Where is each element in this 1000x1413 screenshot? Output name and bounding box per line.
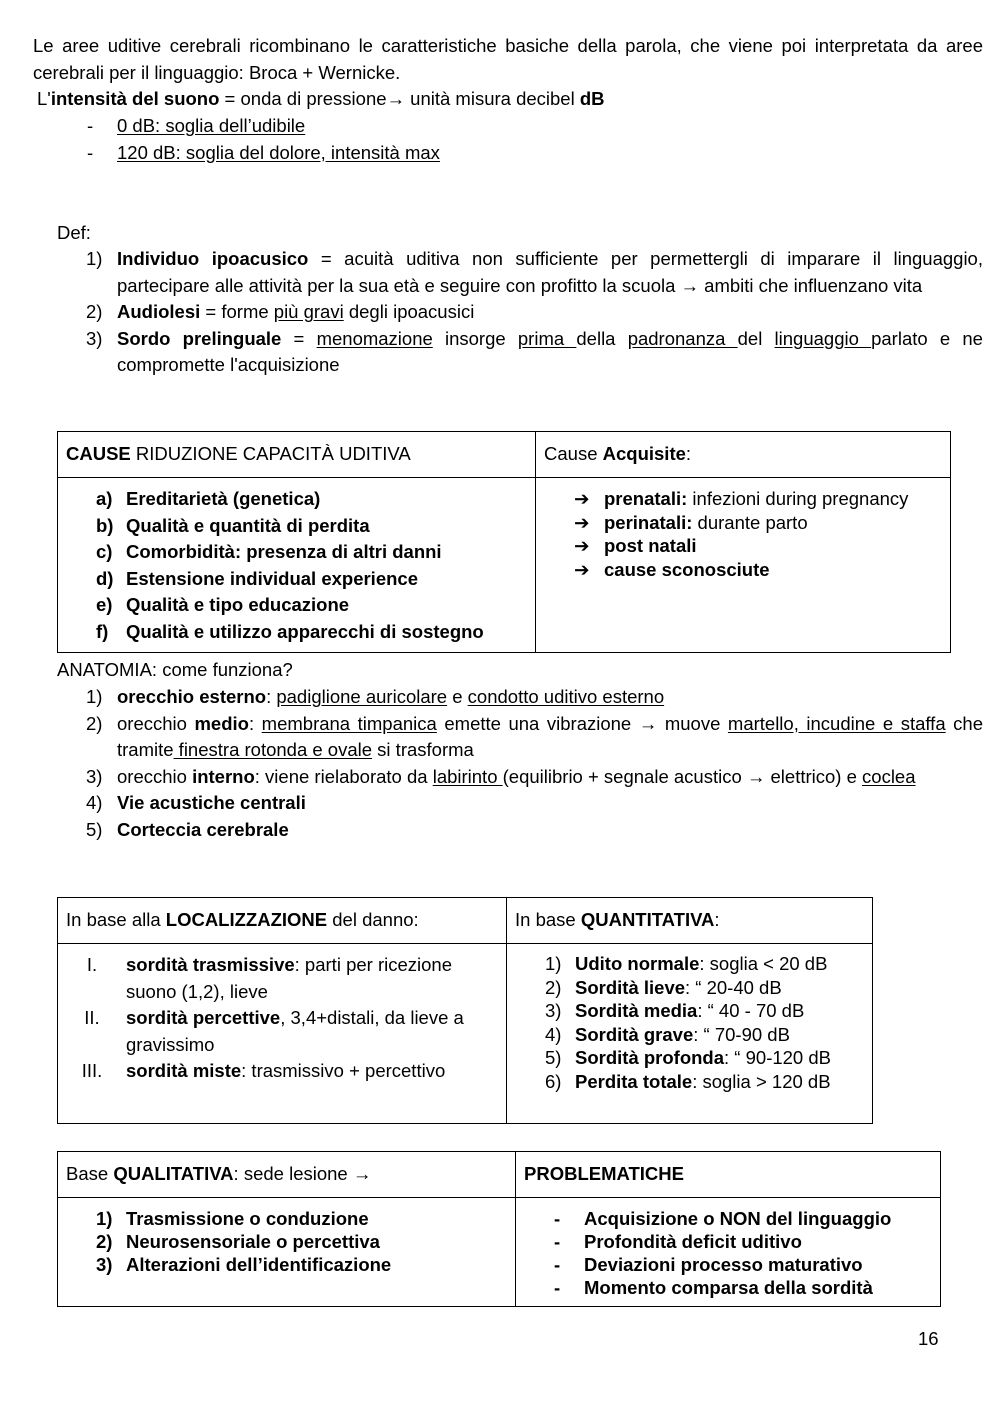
list-item: 2) Sordità lieve: “ 20-40 dB — [545, 976, 782, 998]
arrow-icon: ➔ — [574, 535, 590, 556]
quantitative-header: In base QUANTITATIVA: — [507, 898, 873, 944]
list-item: - Acquisizione o NON del linguaggio — [554, 1208, 892, 1229]
definitions-list — [86, 246, 983, 379]
list-item: 1) Trasmissione o conduzione — [96, 1208, 369, 1229]
list-item: a) Ereditarietà (genetica) — [96, 488, 321, 509]
page-number: 16 — [918, 1328, 939, 1349]
list-item: 3) Sordità media: “ 40 - 70 dB — [545, 1000, 805, 1021]
list-item: ➔ prenatali: infezioni during pregnancy — [574, 488, 909, 509]
list-item: ➔ post natali — [574, 535, 697, 556]
anatomy-label: ANATOMIA: come funziona? — [57, 659, 293, 680]
list-item: 2) orecchio medio: membrana timpanica emette una vibrazione → muove martello, incudine e staffa che tramite finestra rotonda e ovale si trasforma — [86, 712, 984, 760]
classification-table — [57, 897, 873, 1124]
list-item: 3) Sordo prelinguale = menomazione insorge prima della padronanza del linguaggio parlato e ne compromette l'acquisizione — [86, 327, 983, 375]
anatomy-list — [86, 684, 983, 843]
localization-header: In base alla LOCALIZZAZIONE del danno: — [58, 898, 507, 944]
qualitative-header: Base QUALITATIVA: sede lesione → — [58, 1152, 516, 1198]
list-item: c) Comorbidità: presenza di altri danni — [96, 541, 442, 562]
list-item: e) Qualità e tipo educazione — [96, 594, 350, 615]
list-item: b) Qualità e quantità di perdita — [96, 514, 370, 536]
arrow-icon: ➔ — [574, 558, 590, 580]
qualitative-table — [57, 1151, 941, 1307]
list-item: 4) Vie acustiche centrali — [86, 792, 306, 813]
arrow-icon: ➔ — [574, 511, 590, 533]
definitions-label: Def: — [57, 222, 91, 243]
list-item: d) Estensione individual experience — [96, 567, 418, 589]
list-item: 1) orecchio esterno: padiglione auricolare e condotto uditivo esterno — [86, 686, 665, 707]
list-item: I. sordità trasmissive: parti per ricezione suono (1,2), lieve — [86, 954, 452, 1002]
list-item: 2) Neurosensoriale o percettiva — [96, 1231, 380, 1252]
threshold-list — [87, 113, 440, 166]
list-item: II. sordità percettive, 3,4+distali, da lieve a gravissimo — [84, 1007, 464, 1055]
qualitative-list-cell — [58, 1198, 516, 1307]
intensity-term: intensità del suono — [50, 88, 220, 109]
list-item: - Momento comparsa della sordità — [554, 1277, 873, 1298]
acquired-causes-cell — [536, 478, 951, 653]
list-item: III. sordità miste: trasmissivo + percettivo — [81, 1060, 446, 1081]
arrow-icon: ➔ — [574, 488, 590, 509]
list-item: 4) Sordità grave: “ 70-90 dB — [545, 1023, 790, 1045]
list-item: 5) Corteccia cerebrale — [86, 818, 289, 840]
list-item: 5) Sordità profonda: “ 90-120 dB — [545, 1047, 831, 1068]
list-item: ➔ perinatali: durante parto — [574, 511, 808, 533]
list-item: ➔ cause sconosciute — [574, 558, 770, 580]
localization-list-cell — [58, 944, 507, 1124]
quantitative-list-cell — [507, 944, 873, 1124]
intensity-unit: dB — [579, 88, 605, 109]
causes-header-left: CAUSE RIDUZIONE CAPACITÀ UDITIVA — [58, 432, 536, 478]
list-item: 1) Individuo ipoacusico = acuità uditiva non sufficiente per permettergli di imparare il linguaggio, partecipare alle attività per la sua età e seguire con profitto la scuola → ambiti che influenzano vita — [86, 248, 983, 296]
list-item: - 120 dB: soglia del dolore, intensità max — [87, 140, 440, 167]
intensity-line: L'intensità del suono = onda di pressione→ unità misura decibel dB — [37, 88, 605, 109]
list-item: f) Qualità e utilizzo apparecchi di sostegno — [96, 620, 484, 642]
list-item: 2) Audiolesi = forme più gravi degli ipoacusici — [86, 301, 475, 322]
list-item: 3) Alterazioni dell’identificazione — [96, 1254, 392, 1275]
list-item: - 0 dB: soglia dell’udibile — [87, 113, 440, 140]
causes-header-right: Cause Acquisite: — [536, 432, 951, 478]
problems-list-cell — [516, 1198, 941, 1307]
list-item: - Deviazioni processo maturativo — [554, 1254, 863, 1275]
list-item: 6) Perdita totale: soglia > 120 dB — [545, 1070, 831, 1092]
list-item: 3) orecchio interno: viene rielaborato da labirinto (equilibrio + segnale acustico → elettrico) e coclea — [86, 765, 916, 787]
intro-paragraph: Le aree uditive cerebrali ricombinano le caratteristiche basiche della parola, che viene poi interpretata da aree cerebrali per il linguaggio: Broca + Wernicke. — [33, 35, 983, 83]
causes-table — [57, 431, 951, 653]
list-item: - Profondità deficit uditivo — [554, 1231, 802, 1252]
list-item: 1) Udito normale: soglia < 20 dB — [545, 953, 828, 974]
causes-list-cell — [58, 478, 536, 653]
problems-header: PROBLEMATICHE — [516, 1152, 941, 1198]
